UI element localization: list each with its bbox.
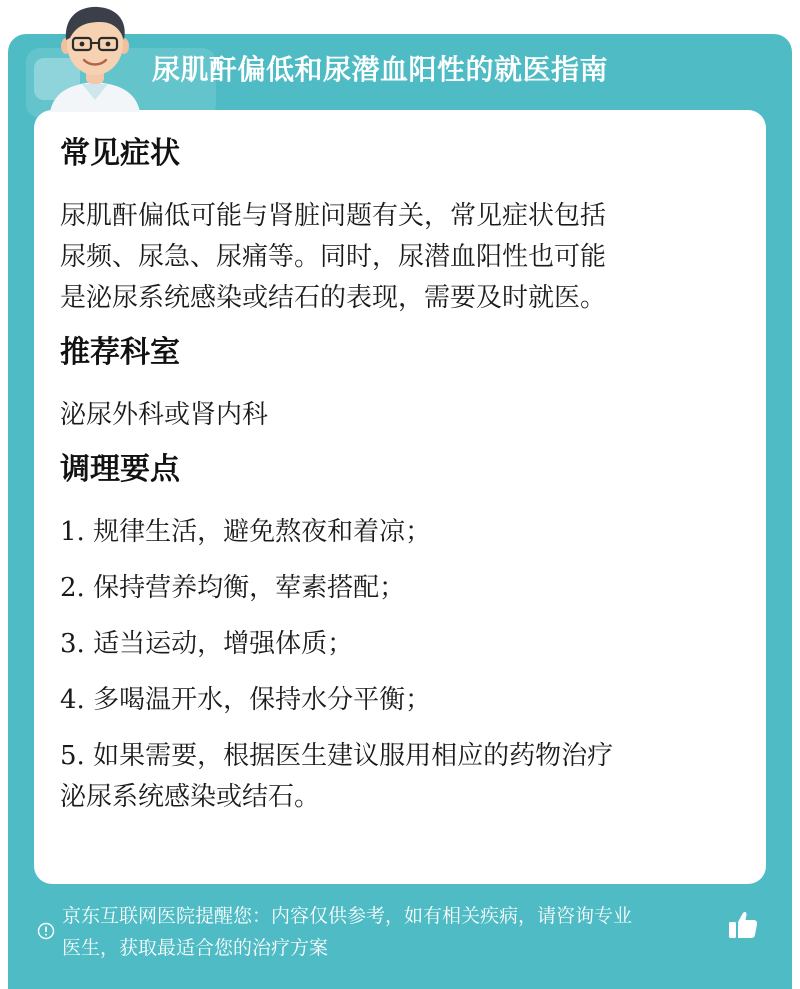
page-title: 尿肌酐偏低和尿潜血阳性的就医指南: [152, 53, 609, 86]
symptoms-paragraph: [60, 196, 740, 319]
list-item-number: 3.: [60, 629, 85, 659]
section-title-symptoms: 常见症状: [60, 136, 180, 171]
care-list: [60, 512, 740, 818]
list-item-text: 如果需要，根据医生建议服用相应的药物治疗: [93, 741, 614, 771]
list-item: [60, 624, 740, 665]
list-item: [60, 736, 740, 818]
list-item-text: 泌尿系统感染或结石。: [60, 782, 321, 812]
list-item-text: 多喝温开水，保持水分平衡；: [93, 685, 432, 715]
symptoms-line: 尿频、尿急、尿痛等。同时，尿潜血阳性也可能: [60, 242, 607, 272]
list-item: [60, 680, 740, 721]
department-text: 泌尿外科或肾内科: [60, 400, 269, 430]
list-item-text: 规律生活，避免熬夜和着凉；: [93, 517, 432, 547]
section-title-care: 调理要点: [60, 452, 180, 487]
info-icon: [37, 922, 55, 940]
symptoms-line: 是泌尿系统感染或结石的表现，需要及时就医。: [60, 283, 607, 313]
list-item-number: 5.: [60, 741, 85, 771]
list-item: [60, 512, 740, 553]
list-item-number: 1.: [60, 517, 85, 547]
symptoms-line: 尿肌酐偏低可能与肾脏问题有关，常见症状包括: [60, 201, 607, 231]
footer-line: 医生，获取最适合您的治疗方案: [62, 937, 329, 959]
list-item: [60, 568, 740, 609]
content-panel: [34, 110, 766, 884]
section-title-department: 推荐科室: [60, 335, 180, 370]
footer-notice: [34, 898, 774, 968]
footer-line: 京东互联网医院提醒您：内容仅供参考，如有相关疾病，请咨询专业: [62, 905, 633, 927]
list-item-number: 4.: [60, 685, 85, 715]
list-item-number: 2.: [60, 573, 85, 603]
doctor-avatar: [40, 0, 150, 112]
list-item-text: 适当运动，增强体质；: [93, 629, 354, 659]
list-item-text: 保持营养均衡，荤素搭配；: [93, 573, 406, 603]
guide-card: [8, 34, 792, 989]
thumbs-up-icon[interactable]: [726, 908, 760, 942]
footer-text: [62, 900, 728, 964]
